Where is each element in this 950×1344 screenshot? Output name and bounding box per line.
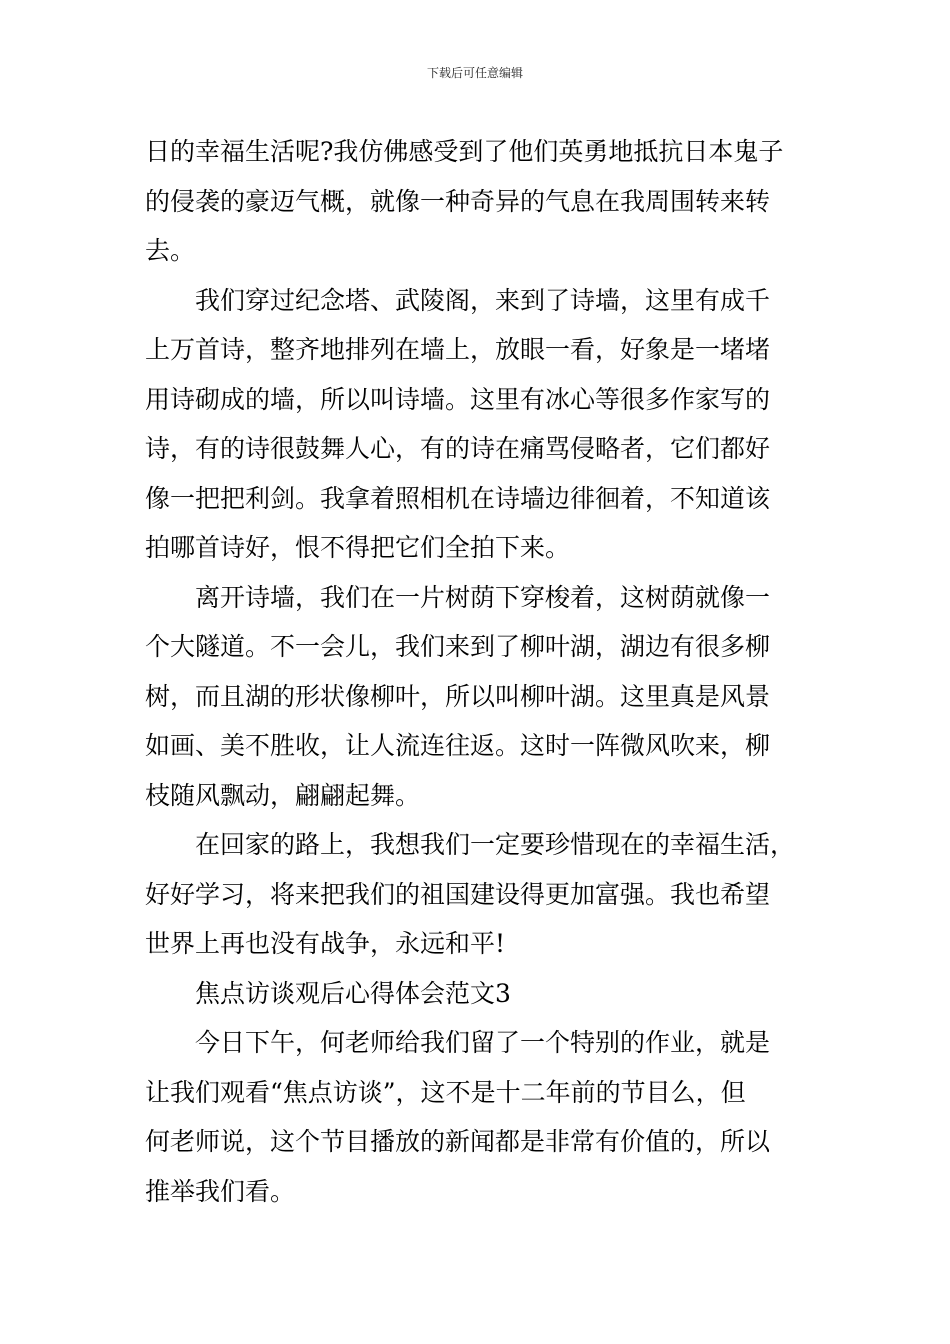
text-line: 何老师说，这个节目播放的新闻都是非常有价值的，所以: [145, 1127, 771, 1156]
text-line: 今日下午，何老师给我们留了一个特别的作业，就是: [195, 1028, 771, 1057]
text-line: 诗，有的诗很鼓舞人心，有的诗在痛骂侵略者，它们都好: [145, 434, 771, 463]
text-line: 焦点访谈观后心得体会范文3: [195, 978, 511, 1008]
text-line: 拍哪首诗好，恨不得把它们全拍下来。: [145, 533, 571, 562]
paragraph-2: [145, 276, 810, 573]
document-body: [145, 127, 810, 1216]
text-line: 个大隧道。不一会儿，我们来到了柳叶湖，湖边有很多柳: [145, 632, 771, 661]
text-line: 枝随风飘动，翩翩起舞。: [145, 780, 421, 810]
paragraph-1: [145, 127, 810, 276]
text-line: 世界上再也没有战争，永远和平!: [145, 929, 506, 958]
text-line: 像一把把利剑。我拿着照相机在诗墙边徘徊着，不知道该: [145, 483, 771, 513]
text-line: 离开诗墙，我们在一片树荫下穿梭着，这树荫就像一: [195, 582, 771, 612]
text-line: 用诗砌成的墙，所以叫诗墙。这里有冰心等很多作家写的: [145, 384, 771, 414]
page-header-note: 下载后可任意编辑: [426, 66, 523, 80]
paragraph-4: [145, 820, 810, 969]
text-line: 的侵袭的豪迈气概，就像一种奇异的气息在我周围转来转: [145, 186, 771, 216]
paragraph-3: [145, 573, 810, 821]
text-line: 推举我们看。: [145, 1176, 296, 1206]
paragraph-5: [145, 1018, 810, 1216]
text-line: 我们穿过纪念塔、武陵阁，来到了诗墙，这里有成千: [195, 285, 771, 315]
text-line: 上万首诗，整齐地排列在墙上，放眼一看，好象是一堵堵: [145, 335, 771, 364]
text-line: 在回家的路上，我想我们一定要珍惜现在的幸福生活，: [195, 830, 796, 859]
text-line: 树，而且湖的形状像柳叶，所以叫柳叶湖。这里真是风景: [145, 681, 771, 711]
text-line: 去。: [145, 236, 196, 265]
text-line: 让我们观看“焦点访谈”，这不是十二年前的节目么，但: [145, 1077, 746, 1107]
section-heading: [145, 969, 810, 1019]
text-line: 如画、美不胜收，让人流连往返。这时一阵微风吹来，柳: [145, 731, 771, 760]
text-line: 日的幸福生活呢?我仿佛感受到了他们英勇地抵抗日本鬼子: [145, 137, 784, 166]
text-line: 好好学习，将来把我们的祖国建设得更加富强。我也希望: [145, 879, 771, 909]
